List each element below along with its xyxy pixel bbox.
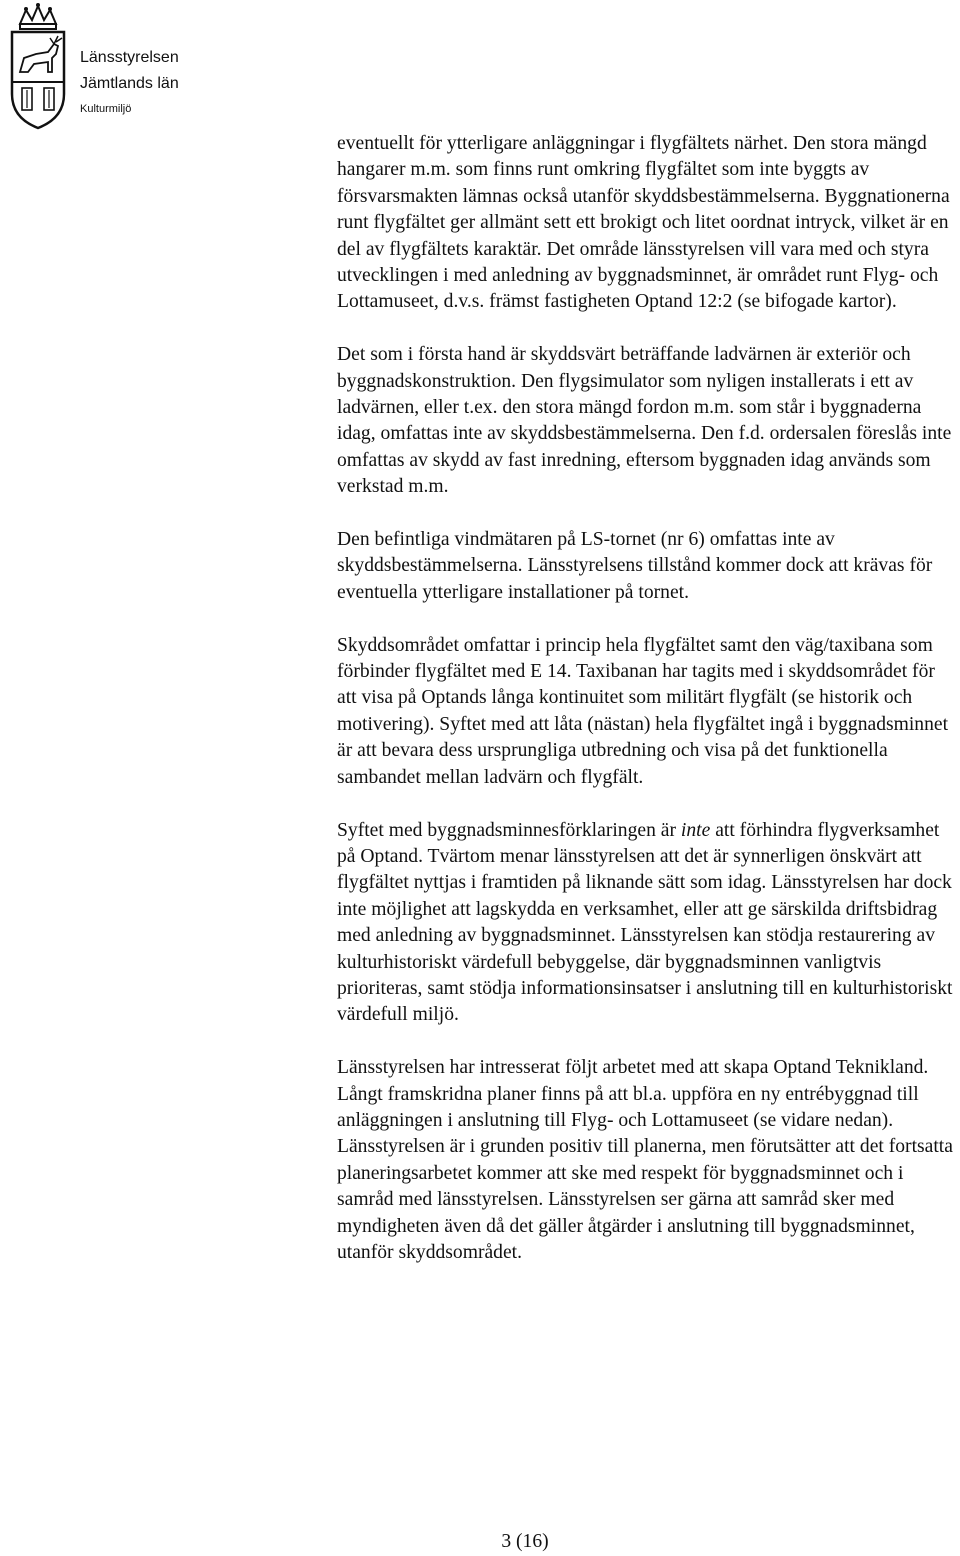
emphasis-inte: inte [680,819,711,841]
paragraph-2: Det som i första hand är skyddsvärt beträffande ladvärnen är exteriör och byggnadskonstruktion. Den flygsimulator som nyligen installerats i ett av ladvärnen, eller t.ex. den stora mängd fordon m.m. som står i byggnaderna idag, omfattas inte av skyddsbestämmelserna. Den f.d. ordersalen föreslås inte omfattas av skydd av fast inredning, eftersom byggnaden idag används som verkstad m.m. [337,344,952,498]
paragraph-5 [337,818,957,1029]
paragraph-1: eventuellt för ytterligare anläggningar i flygfältets närhet. Den stora mängd hangarer m.m. som finns runt omkring flygfältet som inte byggts av försvarsmakten lämnas också utanför skyddsbestämmelserna. Byggnationerna runt flygfältet ger allmänt sett ett brokigt och litet oordnat intryck, vilket är en del av flygfältets karaktär. Det område länsstyrelsen vill vara med och styra utvecklingen i med anledning av byggnadsminnet, är området runt Flyg- och Lottamuseet, d.v.s. främst fastigheten Optand 12:2 (se bifogade kartor). [337,133,950,313]
paragraph-4: Skyddsområdet omfattar i princip hela flygfältet samt den väg/taxibana som förbinder flygfältet med E 14. Taxibanan har tagits med i skyddsområdet för att visa på Optands långa kontinuitet som militärt flygfält (se historik och motivering). Syftet med att låta (nästan) hela flygfältet ingå i byggnadsminnet är att bevara dess ursprungliga utbredning och visa på det funktionella sambandet mellan ladvärn och flygfält. [337,634,949,788]
county-name: Jämtlands län [80,75,179,92]
page-header [0,0,300,140]
paragraph-3: Den befintliga vindmätaren på LS-tornet (nr 6) omfattas inte av skyddsbestämmelserna. Länsstyrelsens tillstånd kommer dock att krävas för eventuella ytterligare installationer på tornet. [337,529,933,603]
swedish-county-crest-icon [6,2,70,130]
paragraph-5-start: Syftet med byggnadsminnesförklaringen är [337,819,681,841]
organization-block [80,48,179,116]
page-number: 3 (16) [501,1531,549,1552]
paragraph-5-end: att förhindra flygverksamhet på Optand. Tvärtom menar länsstyrelsen att det är synnerligen önskvärt att flygfältet nyttjas i framtiden på liknande sätt som idag. Länsstyrelsen har dock inte möjlighet att lagskydda en verksamhet, eller att ge särskilda driftsbidrag med anledning av byggnadsminnet. Länsstyrelsen kan stödja restaurering av kulturhistoriskt värdefull bebyggelse, där byggnadsminnen vanligtvis prioriteras, samt stödja informationsinsatser i anslutning till en kulturhistoriskt värdefull miljö. [337,819,953,1026]
document-body [337,131,957,1293]
department-name: Kulturmiljö [80,103,132,115]
organization-name: Länsstyrelsen [80,49,179,66]
paragraph-6: Länsstyrelsen har intresserat följt arbetet med att skapa Optand Teknikland. Långt framskridna planer finns på att bl.a. uppföra en ny entrébyggnad till anläggningen i anslutning till Flyg- och Lottamuseet (se vidare nedan). Länsstyrelsen är i grunden positiv till planerna, men förutsätter att det fortsatta planeringsarbetet kommer att ske med respekt för byggnadsminnet och i samråd med länsstyrelsen. Länsstyrelsen ser gärna att samråd sker med myndigheten även då det gäller åtgärder i anslutning till byggnadsminnet, utanför skyddsområdet. [337,1057,953,1263]
